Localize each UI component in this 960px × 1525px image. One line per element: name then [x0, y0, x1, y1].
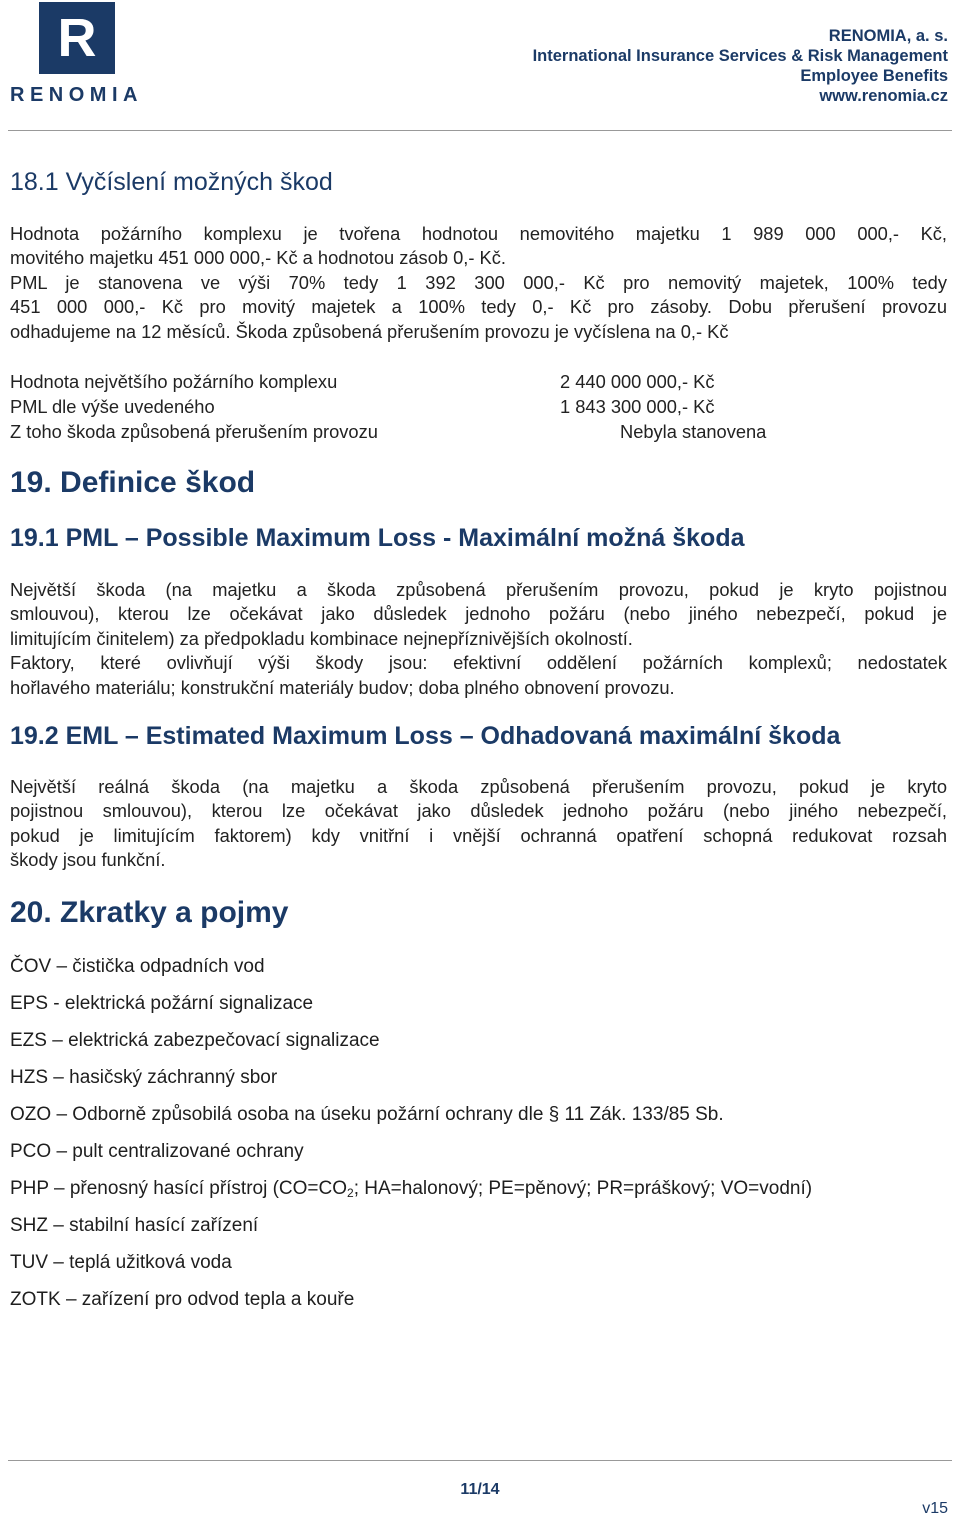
- page-number: 11/14: [460, 1481, 500, 1498]
- text-line: škody jsou funkční.: [10, 849, 166, 871]
- list-item: TUV – teplá užitková voda: [10, 1252, 232, 1273]
- php-text-rest: ; HA=halonový; PE=pěnový; PR=práškový; VO=vodní): [353, 1178, 813, 1199]
- document-version: v15: [922, 1500, 948, 1517]
- text-line: smlouvou), kterou lze očekávat jako důsledek jednoho požáru (nebo jiného nebezpečí, pokud je: [10, 603, 947, 625]
- summary-value: Nebyla stanovena: [620, 421, 767, 442]
- section-19-1-text: [10, 578, 947, 700]
- logo-mark: R: [39, 2, 115, 74]
- text-line: Největší reálná škoda (na majetku a škoda způsobená přerušením provozu, pokud je kryto: [10, 776, 947, 797]
- list-item: ZOTK – zařízení pro odvod tepla a kouře: [10, 1289, 355, 1310]
- logo-wordmark: RENOMIA: [10, 84, 143, 106]
- list-item: OZO – Odborně způsobilá osoba na úseku požární ochrany dle § 11 Zák. 133/85 Sb.: [10, 1104, 724, 1125]
- chapter-19-title: 19. Definice škod: [10, 466, 256, 499]
- summary-label: PML dle výše uvedeného: [10, 396, 215, 417]
- text-line: PML je stanovena ve výši 70% tedy 1 392 300 000,- Kč pro nemovitý majetek, 100% tedy: [10, 271, 947, 293]
- list-item: PCO – pult centralizované ochrany: [10, 1141, 304, 1162]
- company-benefits: Employee Benefits: [800, 67, 948, 85]
- text-line: hořlavého materiálu; konstrukční materiály budov; doba plného obnovení provozu.: [10, 676, 675, 698]
- section-18-1-text: [10, 222, 947, 344]
- section-19-2-text: [10, 775, 947, 873]
- company-name: RENOMIA, a. s.: [828, 27, 948, 45]
- text-line: odhadujeme na 12 měsíců. Škoda způsobená přerušením provozu je vyčíslena na 0,- Kč: [10, 320, 729, 342]
- list-item: SHZ – stabilní hasící zařízení: [10, 1215, 259, 1236]
- summary-row: [10, 419, 950, 444]
- section-19-1-title: 19.1 PML – Possible Maximum Loss - Maximální možná škoda: [10, 524, 745, 552]
- list-item: ČOV – čistička odpadních vod: [10, 956, 265, 977]
- text-line: movitého majetku 451 000 000,- Kč a hodnotou zásob 0,- Kč.: [10, 247, 506, 269]
- text-line: pojistnou smlouvou), kterou lze očekávat jako důsledek jednoho požáru (nebo jiného nebezpečí,: [10, 800, 947, 822]
- text-line: Faktory, které ovlivňují výši škody jsou: efektivní oddělení požárních komplexů; nedostatek: [10, 652, 947, 674]
- text-line: Hodnota požárního komplexu je tvořena hodnotou nemovitého majetku 1 989 000 000,- Kč,: [10, 223, 947, 244]
- summary-value: 1 843 300 000,- Kč: [560, 396, 715, 417]
- list-item-php: [10, 1170, 950, 1207]
- section-18-1-title: 18.1 Vyčíslení možných škod: [10, 168, 333, 196]
- php-text: PHP – přenosný hasící přístroj (CO=CO: [10, 1178, 348, 1199]
- list-item: HZS – hasičský záchranný sbor: [10, 1067, 278, 1088]
- company-info: [533, 26, 948, 106]
- text-line: Největší škoda (na majetku a škoda způsobená přerušením provozu, pokud je kryto pojistnou: [10, 579, 947, 600]
- summary-label: Z toho škoda způsobená přerušením provozu: [10, 421, 378, 442]
- company-services: International Insurance Services & Risk Management: [532, 47, 948, 65]
- summary-value: 2 440 000 000,- Kč: [560, 371, 715, 392]
- text-line: pokud je limitujícím faktorem) kdy vnitřní i vnější ochranná opatření schopná redukovat rozsah: [10, 824, 947, 846]
- summary-label: Hodnota největšího požárního komplexu: [10, 371, 338, 392]
- chapter-20-title: 20. Zkratky a pojmy: [10, 896, 289, 929]
- text-line: limitujícím činitelem) za předpokladu kombinace nejnepříznivějších okolností.: [10, 627, 633, 649]
- list-item: EPS - elektrická požární signalizace: [10, 993, 314, 1014]
- company-website[interactable]: www.renomia.cz: [819, 87, 948, 105]
- section-19-2-title: 19.2 EML – Estimated Maximum Loss – Odhadovaná maximální škoda: [10, 722, 841, 750]
- php-subscript: 2: [347, 1186, 354, 1200]
- summary-row: [10, 394, 950, 419]
- renomia-logo: [10, 2, 143, 107]
- text-line: 451 000 000,- Kč pro movitý majetek a 100% tedy 0,- Kč pro zásoby. Dobu přerušení provozu: [10, 296, 947, 318]
- footer-divider: [8, 1460, 952, 1461]
- abbreviation-list: [10, 948, 950, 1318]
- list-item: EZS – elektrická zabezpečovací signalizace: [10, 1030, 380, 1051]
- loss-summary: [10, 369, 950, 444]
- header-divider: [8, 130, 952, 131]
- summary-row: [10, 369, 950, 394]
